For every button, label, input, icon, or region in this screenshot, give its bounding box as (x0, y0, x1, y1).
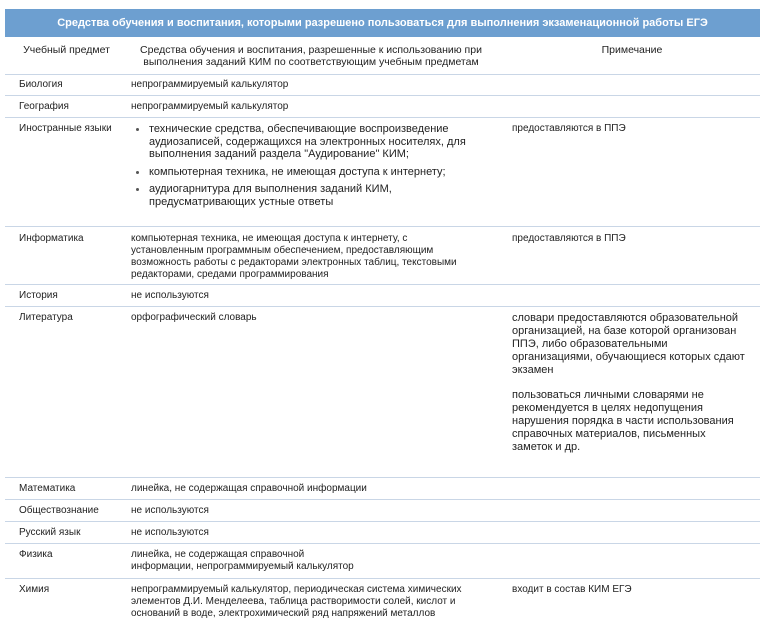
table-row (5, 96, 760, 118)
table-row (5, 500, 760, 522)
subject-cell: Математика (19, 483, 76, 494)
tools-cell: не используются (131, 505, 209, 516)
tools-cell: непрограммируемый калькулятор (131, 101, 289, 112)
tools-cell: орфографический словарь (131, 312, 257, 323)
table-row (5, 307, 760, 478)
subject-cell: География (19, 101, 69, 112)
list-item: аудиогарнитура для выполнения заданий КИМ, предусматривающих устные ответы (131, 183, 486, 208)
header-subject: Учебный предмет (23, 44, 110, 56)
table-row (5, 478, 760, 500)
table-row (5, 74, 760, 96)
note-cell: предоставляются в ППЭ (512, 233, 626, 244)
table-row (5, 579, 760, 621)
table-row (5, 522, 760, 544)
header-note: Примечание (601, 44, 663, 56)
tools-list (131, 123, 486, 213)
table-row (5, 118, 760, 227)
subject-cell: Информатика (19, 233, 84, 244)
tools-cell: компьютерная техника, не имеющая доступа к интернету, с установленным программным обеспечением, предоставляющим возможность работы с редакторами электронных таблиц, текстовыми редакторами, средами программирования (131, 233, 457, 280)
tools-cell: непрограммируемый калькулятор (131, 79, 289, 90)
subject-cell: Литература (19, 312, 73, 323)
subject-cell: Физика (19, 549, 53, 560)
subject-cell: Иностранные языки (19, 123, 112, 134)
subject-cell: Обществознание (19, 505, 99, 516)
tools-cell: линейка, не содержащая справочной информации, непрограммируемый калькулятор (131, 549, 354, 572)
table-title: Средства обучения и воспитания, которыми разрешено пользоваться для выполнения экзаменационной работы ЕГЭ (5, 9, 760, 37)
tools-cell: не используются (131, 527, 209, 538)
subject-cell: Биология (19, 79, 63, 90)
tools-cell: не используются (131, 290, 209, 301)
tools-cell: непрограммируемый калькулятор, периодическая система химических элементов Д.И. Менделеева, таблица растворимости солей, кислот и оснований в воде, электрохимический ряд напряжений металлов (131, 584, 462, 619)
note-cell: входит в состав КИМ ЕГЭ (512, 584, 632, 595)
list-item: компьютерная техника, не имеющая доступа к интернету; (131, 166, 486, 179)
note-paragraph: словари предоставляются образовательной организацией, на базе которой организован ППЭ, либо образовательными организациями, обучающиеся которых сдают экзамен (512, 312, 745, 376)
table-row (5, 544, 760, 579)
note-paragraph: пользоваться личными словарями не рекомендуется в целях недопущения нарушения порядка в части использования справочных материалов, письменных заметок и др. (512, 389, 734, 453)
table-row (5, 285, 760, 307)
subject-cell: Химия (19, 584, 50, 595)
header-tools: Средства обучения и воспитания, разрешенные к использованию при выполнения заданий КИМ по соответствующим учебным предметам (140, 44, 482, 68)
subject-cell: История (19, 290, 58, 301)
exam-tools-table (5, 9, 760, 619)
tools-cell: линейка, не содержащая справочной информации (131, 483, 367, 494)
note-cell: предоставляются в ППЭ (512, 123, 626, 134)
subject-cell: Русский язык (19, 527, 81, 538)
list-item: технические средства, обеспечивающие воспроизведение аудиозаписей, содержащихся на электронных носителях, для выполнения заданий раздела "Аудирование" КИМ; (131, 123, 486, 161)
table-row (5, 227, 760, 285)
note-cell (512, 312, 747, 466)
table-header (5, 37, 760, 75)
